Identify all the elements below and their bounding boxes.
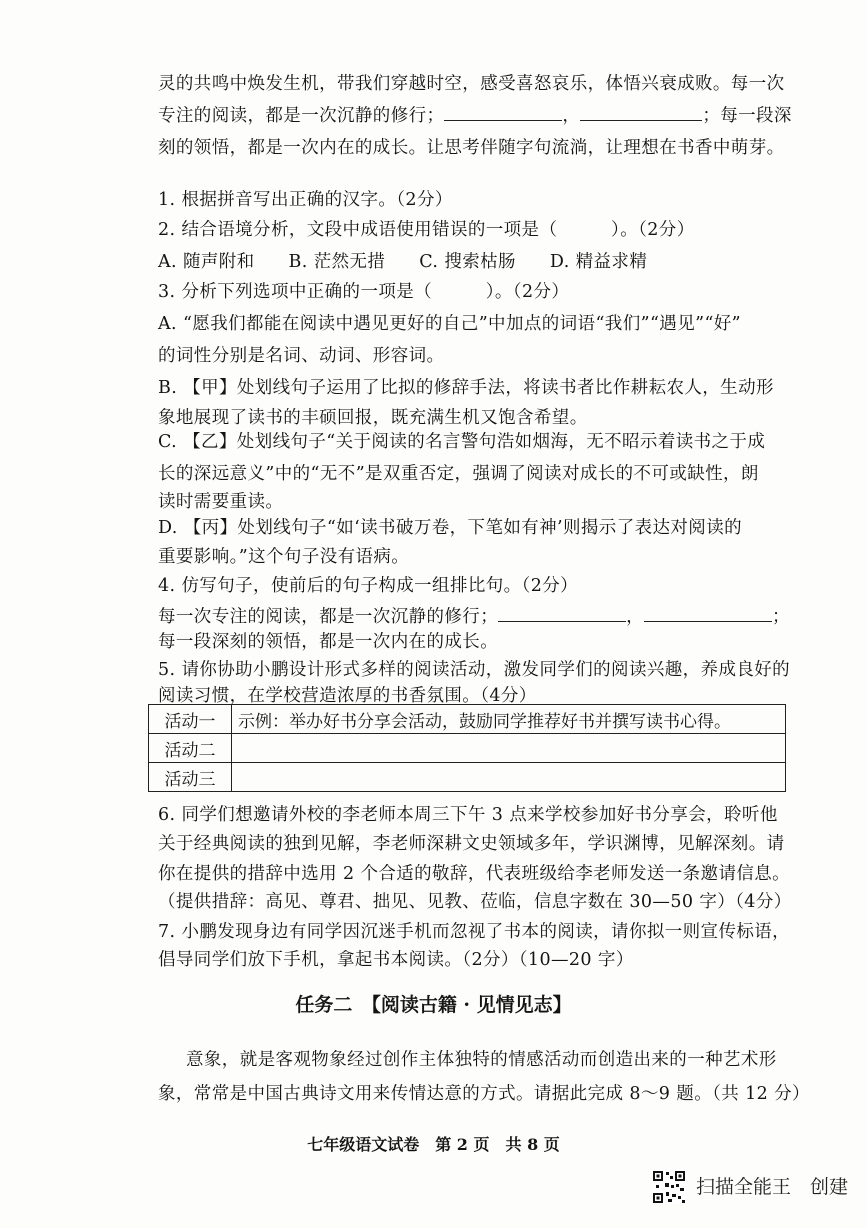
fill-blank[interactable] [498,620,626,622]
q4-text: ， [626,607,645,627]
q3-option-d-2: 重要影响。”这个句子没有语病。 [158,547,410,567]
q3-option-c-3: 读时需要重读。 [158,492,284,512]
question-7-1: 7. 小鹏发现身边有同学因沉迷手机而忽视了书本的阅读，请你拟一则宣传标语， [158,922,791,942]
activity-name: 活动二 [149,734,232,763]
passage-line-1: 灵的共鸣中焕发生机，带我们穿越时空，感受喜怒哀乐，体悟兴衰成败。每一次 [158,74,785,94]
passage-line-2 [158,102,792,127]
question-1: 1. 根据拼音写出正确的汉字。（2分） [158,190,453,210]
q3-option-b-1: B. 【甲】处划线句子运用了比拟的修辞手法，将读书者比作耕耘农人，生动形 [158,378,774,398]
passage-text: ；每一段深 [702,106,792,126]
fill-blank[interactable] [580,119,702,121]
passage-text: ， [562,106,581,126]
fill-blank[interactable] [644,620,772,622]
passage-text: 专注的阅读，都是一次沉静的修行； [158,106,445,126]
q4-text: 每一次专注的阅读，都是一次沉静的修行； [158,607,499,627]
option-d: D. 精益求精 [549,252,648,272]
activity-content: 示例：举办好书分享会活动，鼓励同学推荐好书并撰写读书心得。 [232,705,786,734]
question-5-1: 5. 请你协助小鹏设计形式多样的阅读活动，激发同学们的阅读兴趣，养成良好的 [158,660,791,680]
page-footer: 七年级语文试卷 第 2 页 共 8 页 [307,1135,560,1154]
activity-content[interactable] [232,734,786,763]
activity-name: 活动三 [149,763,232,792]
option-c: C. 搜索枯肠 [419,252,516,272]
q4-line-1 [158,603,790,628]
q3-option-c-2: 长的深远意义”中的“无不”是双重否定，强调了阅读对成长的不可或缺性，朗 [158,464,759,484]
scanner-watermark: 扫描全能王 创建 [696,1176,849,1198]
activity-content[interactable] [232,763,786,792]
q4-text: ； [772,607,790,627]
fill-blank[interactable] [444,119,562,121]
question-5-2: 阅读习惯，在学校营造浓厚的书香氛围。（4分） [158,686,537,706]
question-3: 3. 分析下列选项中正确的一项是（ ）。（2分） [158,282,570,302]
q3-option-b-2: 象地展现了读书的丰硕回报，既充满生机又饱含希望。 [158,408,588,428]
task-2-intro-1: 意象，就是客观物象经过创作主体独特的情感活动而创造出来的一种艺术形 [186,1050,777,1070]
option-b: B. 茫然无措 [288,252,386,272]
activity-name: 活动一 [149,705,232,734]
table-row [149,734,786,763]
table-row [149,705,786,734]
question-6-4: （提供措辞：高见、尊君、拙见、见教、莅临，信息字数在 30—50 字）（4分） [158,892,792,912]
task-2-title: 任务二 【阅读古籍 · 见情见志】 [295,994,572,1016]
question-2-options [158,248,647,273]
passage-line-3: 刻的领悟，都是一次内在的成长。让思考伴随字句流淌，让理想在书香中萌芽。 [158,138,785,158]
question-4: 4. 仿写句子，使前后的句子构成一组排比句。（2分） [158,576,579,596]
question-6-3: 你在提供的措辞中选用 2 个合适的敬辞，代表班级给李老师发送一条邀请信息。 [158,864,791,884]
task-2-intro-2: 象，常常是中国古典诗文用来传情达意的方式。请据此完成 8～9 题。（共 12 分） [158,1084,810,1104]
q4-line-2: 每一段深刻的领悟，都是一次内在的成长。 [158,632,499,652]
qr-code-icon [652,1170,686,1204]
q3-option-d-1: D. 【丙】处划线句子“如‘读书破万卷，下笔如有神’则揭示了表达对阅读的 [158,518,743,538]
question-7-2: 倡导同学们放下手机，拿起书本阅读。（2分）（10—20 字） [158,950,634,970]
activity-table [148,704,786,792]
q3-option-c-1: C. 【乙】处划线句子“关于阅读的名言警句浩如烟海，无不昭示着读书之于成 [158,432,766,452]
question-6-2: 关于经典阅读的独到见解，李老师深耕文史领域多年，学识渊博，见解深刻。请 [158,834,785,854]
table-row [149,763,786,792]
option-a: A. 随声附和 [158,252,255,272]
q3-option-a-2: 的词性分别是名词、动词、形容词。 [158,346,445,366]
question-6-1: 6. 同学们想邀请外校的李老师本周三下午 3 点来学校参加好书分享会，聆听他 [158,805,778,825]
question-2: 2. 结合语境分析，文段中成语使用错误的一项是（ ）。（2分） [158,220,695,240]
q3-option-a-1: A. “愿我们都能在阅读中遇见更好的自己”中加点的词语“我们”“遇见”“好” [158,314,742,334]
